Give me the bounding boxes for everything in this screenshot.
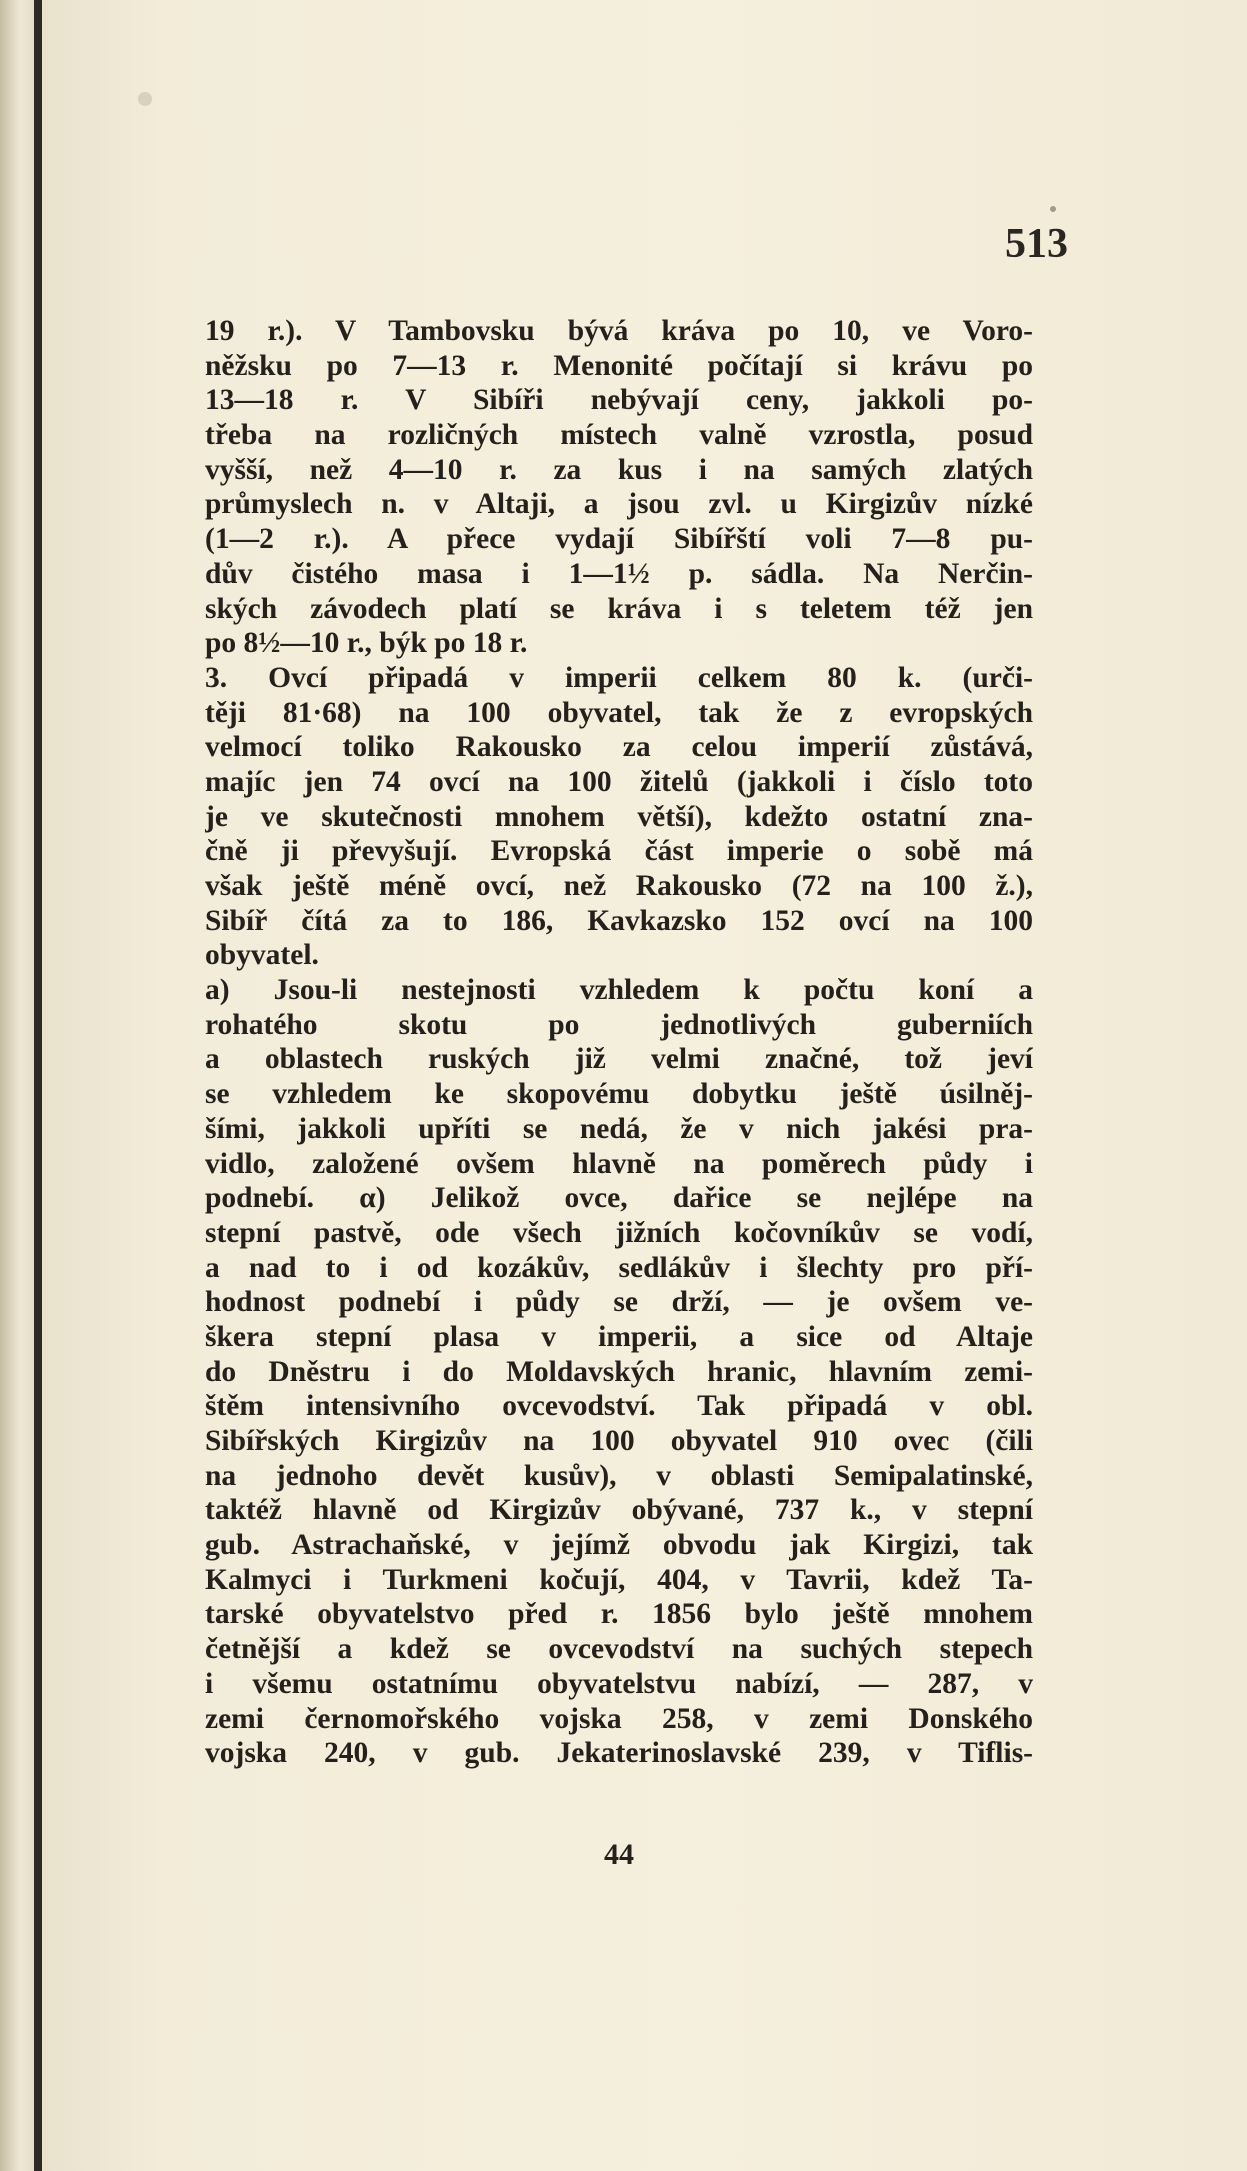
text-line: šími, jakkoli upříti se nedá, že v nich jakési pra- [205,1112,1033,1145]
text-line: gub. Astrachaňské, v jejímž obvodu jak Kirgizi, tak [205,1529,1033,1562]
text-line: četnější a kdež se ovcevodství na suchých stepech [205,1633,1033,1666]
body-text [205,314,1033,1771]
text-line: Kalmyci i Turkmeni kočují, 404, v Tavrii, kdež Ta- [205,1563,1033,1596]
text-line: vidlo, založené ovšem hlavně na poměrech půdy i [205,1147,1033,1180]
book-spine-edge [0,0,34,2171]
text-line: a) Jsou-li nestejnosti vzhledem k počtu koní a [205,974,1033,1007]
page-number: 513 [1005,221,1068,267]
text-line: stepní pastvě, ode všech jižních kočovníkův se vodí, [205,1216,1033,1249]
text-line: se vzhledem ke skopovému dobytku ještě úsilněj- [205,1078,1033,1111]
text-line: rohatého skotu po jednotlivých guberniích [205,1008,1033,1041]
text-line: hodnost podnebí i půdy se drží, — je ovšem ve- [205,1286,1033,1319]
text-line: štěm intensivního ovcevodství. Tak připadá v obl. [205,1390,1033,1423]
text-line: velmocí toliko Rakousko za celou imperií zůstává, [205,731,1033,764]
paper-stain [1050,206,1056,212]
text-line: dův čistého masa i 1—1½ p. sádla. Na Nerčin- [205,557,1033,590]
text-line: čně ji převyšují. Evropská část imperie o sobě má [205,835,1033,868]
text-line: 19 r.). V Tambovsku bývá kráva po 10, ve Voro- [205,315,1033,347]
text-line: 3. Ovcí připadá v imperii celkem 80 k. (urči- [205,661,1033,694]
text-line: tarské obyvatelstvo před r. 1856 bylo ještě mnohem [205,1598,1033,1631]
text-line: podnebí. α) Jelikož ovce, dařice se nejlépe na [205,1182,1033,1215]
text-line: však ještě méně ovcí, než Rakousko (72 na 100 ž.), [205,870,1033,902]
book-gutter [34,0,42,2171]
text-line: průmyslech n. v Altaji, a jsou zvl. u Kirgizův nízké [205,488,1033,521]
text-line: Sibířských Kirgizův na 100 obyvatel 910 ovec (čili [205,1425,1033,1457]
text-line: do Dněstru i do Moldavských hranic, hlavním zemi- [205,1355,1033,1388]
text-line: a oblastech ruských již velmi značné, tož jeví [205,1043,1033,1076]
text-line: něžsku po 7—13 r. Menonité počítají si krávu po [205,349,1033,382]
text-line: třeba na rozličných místech valně vzrostla, posud [205,419,1033,452]
text-line: i všemu ostatnímu obyvatelstvu nabízí, — 287, v [205,1667,1033,1700]
text-line: ských závodech platí se kráva i s teletem též jen [205,592,1033,625]
text-line: majíc jen 74 ovcí na 100 žitelů (jakkoli i číslo toto [205,765,1033,798]
text-line: a nad to i od kozákův, sedlákův i šlechty pro pří- [205,1251,1033,1284]
text-line: Sibíř čítá za to 186, Kavkazsko 152 ovcí na 100 [205,904,1033,937]
text-line: na jednoho devět kusův), v oblasti Semipalatinské, [205,1459,1033,1492]
text-line: je ve skutečnosti mnohem větší), kdežto ostatní zna- [205,800,1033,833]
text-line: zemi černomořského vojska 258, v zemi Donského [205,1702,1033,1735]
text-line: vojska 240, v gub. Jekaterinoslavské 239, v Tiflis- [205,1737,1033,1770]
text-line: (1—2 r.). A přece vydají Sibířští voli 7—8 pu- [205,523,1033,556]
text-line: taktéž hlavně od Kirgizův obývané, 737 k., v stepní [205,1494,1033,1527]
printer-signature-mark: 44 [604,1838,634,1871]
text-line: 13—18 r. V Sibíři nebývají ceny, jakkoli po- [205,384,1033,417]
text-line: škera stepní plasa v imperii, a sice od Altaje [205,1320,1033,1353]
text-line: těji 81·68) na 100 obyvatel, tak že z evropských [205,696,1033,729]
text-line: vyšší, než 4—10 r. za kus i na samých zlatých [205,453,1033,486]
text-line: obyvatel. [205,939,319,972]
text-line: po 8½—10 r., býk po 18 r. [205,627,528,660]
paper-stain [138,92,152,106]
